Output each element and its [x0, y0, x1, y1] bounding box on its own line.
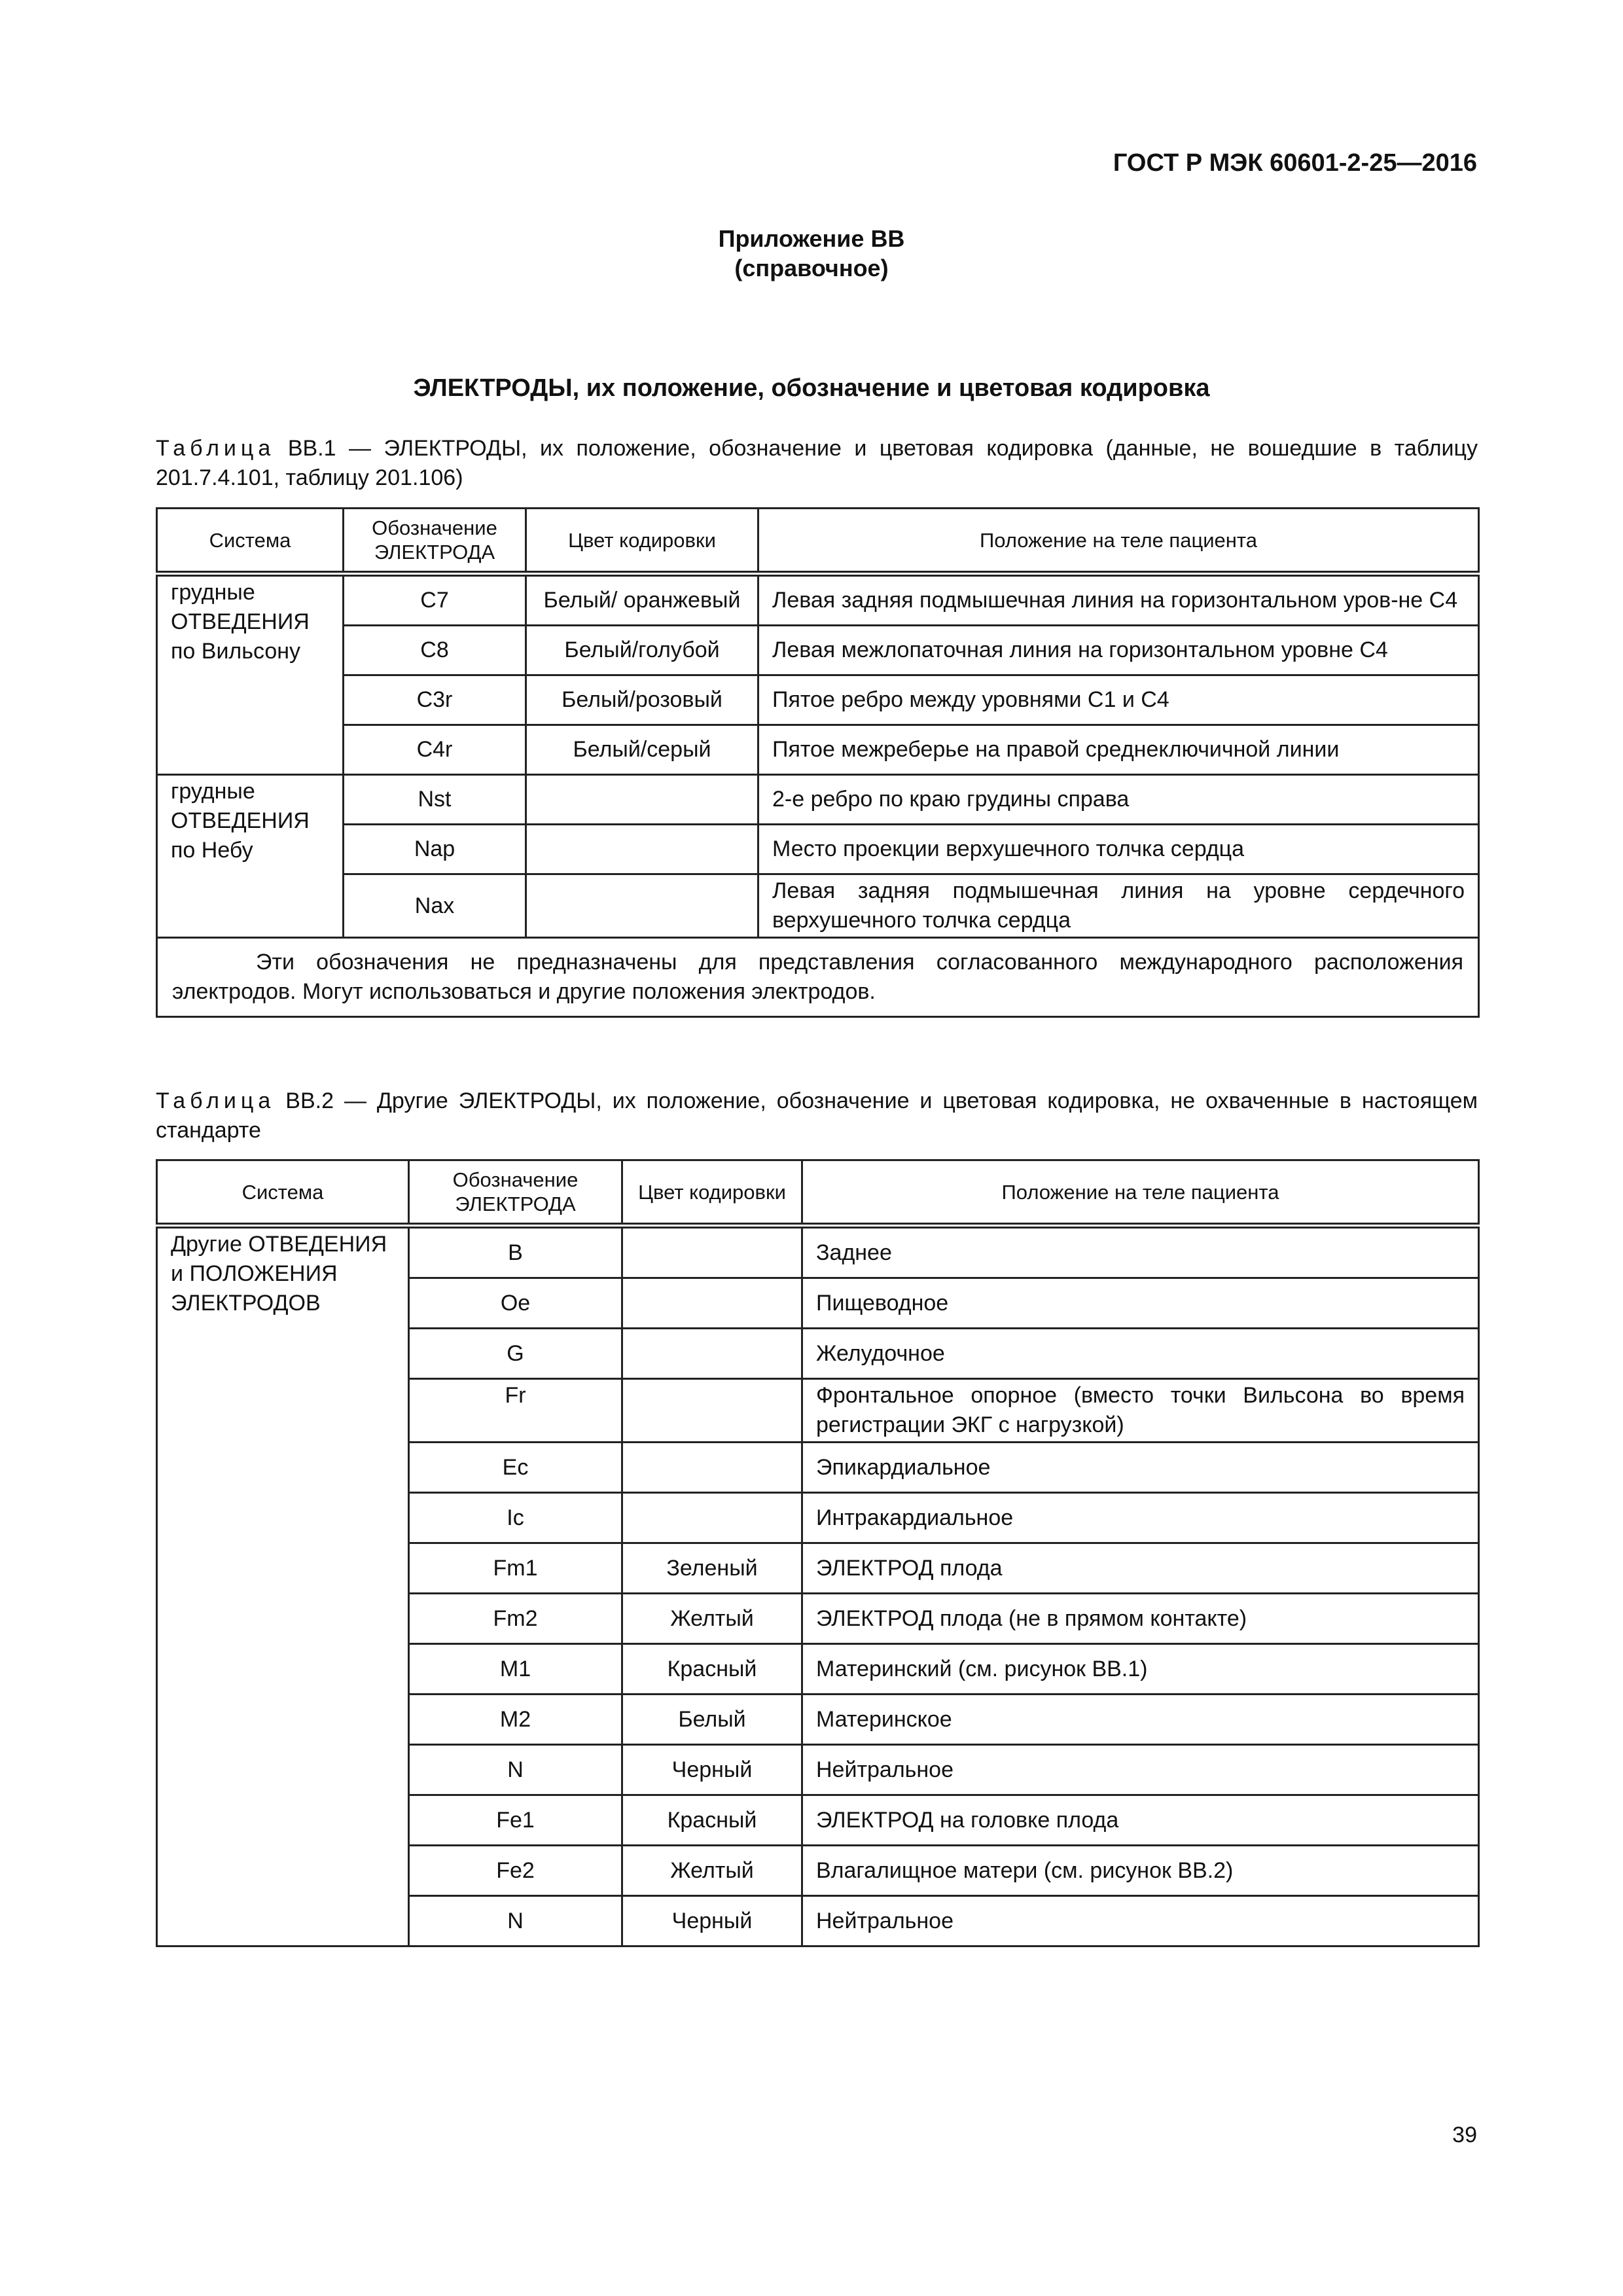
- annex-title-line2: (справочное): [734, 255, 889, 281]
- document-code: ГОСТ Р МЭК 60601-2-25—2016: [1113, 149, 1477, 177]
- table-cell-position: Заднее: [802, 1226, 1479, 1278]
- table-cell-designation: B: [409, 1226, 622, 1278]
- table-cell-designation: M2: [409, 1695, 622, 1745]
- table-cell-designation: C7: [344, 574, 526, 626]
- table2-caption: [156, 1086, 1478, 1145]
- table2-caption-label: Таблица: [156, 1088, 276, 1113]
- table-cell-color: Красный: [622, 1795, 802, 1846]
- table-cell-color: Зеленый: [622, 1543, 802, 1594]
- table-row: [157, 574, 1479, 626]
- table-cell-color: Белый: [622, 1695, 802, 1745]
- table2-header-designation: Обозначение ЭЛЕКТРОДА: [409, 1160, 622, 1226]
- table-cell-designation: Fr: [409, 1379, 622, 1443]
- table-cell-position: Левая межлопаточная линия на горизонтальном уровне С4: [758, 626, 1479, 675]
- table-cell-color: [622, 1443, 802, 1493]
- table-cell-designation: C3r: [344, 675, 526, 725]
- table-cell-color: [526, 825, 758, 874]
- table-cell-designation: G: [409, 1329, 622, 1379]
- table1-caption-text: ВВ.1 — ЭЛЕКТРОДЫ, их положение, обозначение и цветовая кодировка (данные, не вошедшие в таблицу 201.7.4.101, таблицу 201.106): [156, 436, 1478, 490]
- table1-header-position: Положение на теле пациента: [758, 509, 1479, 574]
- table-cell-designation: N: [409, 1745, 622, 1795]
- table-cell-designation: Nap: [344, 825, 526, 874]
- table-cell-designation: Fe2: [409, 1846, 622, 1896]
- table-row: [157, 874, 1479, 938]
- table-cell-designation: N: [409, 1896, 622, 1946]
- table-cell-color: [622, 1226, 802, 1278]
- table-cell-position: ЭЛЕКТРОД на головке плода: [802, 1795, 1479, 1846]
- annex-title-line1: Приложение ВВ: [718, 225, 905, 252]
- table-row: [157, 725, 1479, 775]
- table-cell-designation: Fm1: [409, 1543, 622, 1594]
- table1: [156, 507, 1480, 1018]
- table1-header-designation: Обозначение ЭЛЕКТРОДА: [344, 509, 526, 574]
- table-cell-position: Материнский (см. рисунок ВВ.1): [802, 1644, 1479, 1695]
- table-cell-designation: Fe1: [409, 1795, 622, 1846]
- table-cell-designation: M1: [409, 1644, 622, 1695]
- page-number: 39: [1452, 2123, 1477, 2147]
- table-cell-designation: Nax: [344, 874, 526, 938]
- table1-system-nebu: грудные ОТВЕДЕНИЯ по Небу: [157, 775, 344, 938]
- table-cell-position: ЭЛЕКТРОД плода: [802, 1543, 1479, 1594]
- annex-title: [0, 224, 1623, 283]
- table2-header-row: [157, 1160, 1479, 1226]
- table-cell-position: Желудочное: [802, 1329, 1479, 1379]
- table-cell-position: ЭЛЕКТРОД плода (не в прямом контакте): [802, 1594, 1479, 1644]
- table-cell-designation: Fm2: [409, 1594, 622, 1644]
- table1-system-wilson: грудные ОТВЕДЕНИЯ по Вильсону: [157, 574, 344, 775]
- table-cell-position: 2-е ребро по краю грудины справа: [758, 775, 1479, 825]
- table-cell-designation: Oe: [409, 1278, 622, 1329]
- table-cell-position: Нейтральное: [802, 1745, 1479, 1795]
- table1-note-row: [157, 938, 1479, 1017]
- table-cell-color: Белый/ оранжевый: [526, 574, 758, 626]
- table1-caption: [156, 434, 1478, 493]
- table-cell-position: Пищеводное: [802, 1278, 1479, 1329]
- table2-header-position: Положение на теле пациента: [802, 1160, 1479, 1226]
- table-cell-position: Интракардиальное: [802, 1493, 1479, 1543]
- table-cell-position: Влагалищное матери (см. рисунок ВВ.2): [802, 1846, 1479, 1896]
- table1-header-color: Цвет кодировки: [526, 509, 758, 574]
- table-cell-color: Черный: [622, 1745, 802, 1795]
- table-cell-designation: Ic: [409, 1493, 622, 1543]
- table-cell-color: [526, 874, 758, 938]
- table-cell-color: Белый/розовый: [526, 675, 758, 725]
- table-cell-designation: Ec: [409, 1443, 622, 1493]
- table-cell-color: [526, 775, 758, 825]
- table-cell-designation: C8: [344, 626, 526, 675]
- table-cell-color: Черный: [622, 1896, 802, 1946]
- table-cell-color: Белый/голубой: [526, 626, 758, 675]
- table-row: [157, 626, 1479, 675]
- table-cell-designation: C4r: [344, 725, 526, 775]
- table2-header-system: Система: [157, 1160, 409, 1226]
- table-cell-color: Белый/серый: [526, 725, 758, 775]
- table1-caption-label: Таблица: [156, 436, 276, 461]
- table-row: [157, 825, 1479, 874]
- table2: [156, 1159, 1480, 1947]
- table-cell-position: Пятое ребро между уровнями С1 и С4: [758, 675, 1479, 725]
- table-cell-position: Фронтальное опорное (вместо точки Вильсона во время регистрации ЭКГ с нагрузкой): [802, 1379, 1479, 1443]
- table-cell-color: Желтый: [622, 1846, 802, 1896]
- table-cell-designation: Nst: [344, 775, 526, 825]
- section-title: ЭЛЕКТРОДЫ, их положение, обозначение и цветовая кодировка: [413, 374, 1210, 402]
- table-cell-position: Место проекции верхушечного толчка сердца: [758, 825, 1479, 874]
- table-row: [157, 1226, 1479, 1278]
- table-cell-position: Левая задняя подмышечная линия на уровне сердечного верхушечного толчка сердца: [758, 874, 1479, 938]
- table-cell-position: Левая задняя подмышечная линия на горизонтальном уров-не С4: [758, 574, 1479, 626]
- table-cell-color: Желтый: [622, 1594, 802, 1644]
- table1-header-system: Система: [157, 509, 344, 574]
- table-cell-position: Материнское: [802, 1695, 1479, 1745]
- table2-system-other: Другие ОТВЕДЕНИЯ и ПОЛОЖЕНИЯ ЭЛЕКТРОДОВ: [157, 1226, 409, 1946]
- table-cell-color: Красный: [622, 1644, 802, 1695]
- table-cell-color: [622, 1379, 802, 1443]
- table1-note: Эти обозначения не предназначены для представления согласованного международного расположения электродов. Могут использоваться и другие положения электродов.: [157, 938, 1479, 1017]
- table-cell-position: Эпикардиальное: [802, 1443, 1479, 1493]
- table-row: [157, 775, 1479, 825]
- table2-header-color: Цвет кодировки: [622, 1160, 802, 1226]
- table1-header-row: [157, 509, 1479, 574]
- table-row: [157, 675, 1479, 725]
- table-cell-position: Пятое межреберье на правой среднеключичной линии: [758, 725, 1479, 775]
- table-cell-color: [622, 1329, 802, 1379]
- table-cell-position: Нейтральное: [802, 1896, 1479, 1946]
- table-cell-color: [622, 1493, 802, 1543]
- table-cell-color: [622, 1278, 802, 1329]
- table2-caption-text: ВВ.2 — Другие ЭЛЕКТРОДЫ, их положение, обозначение и цветовая кодировка, не охваченные в настоящем стандарте: [156, 1088, 1478, 1143]
